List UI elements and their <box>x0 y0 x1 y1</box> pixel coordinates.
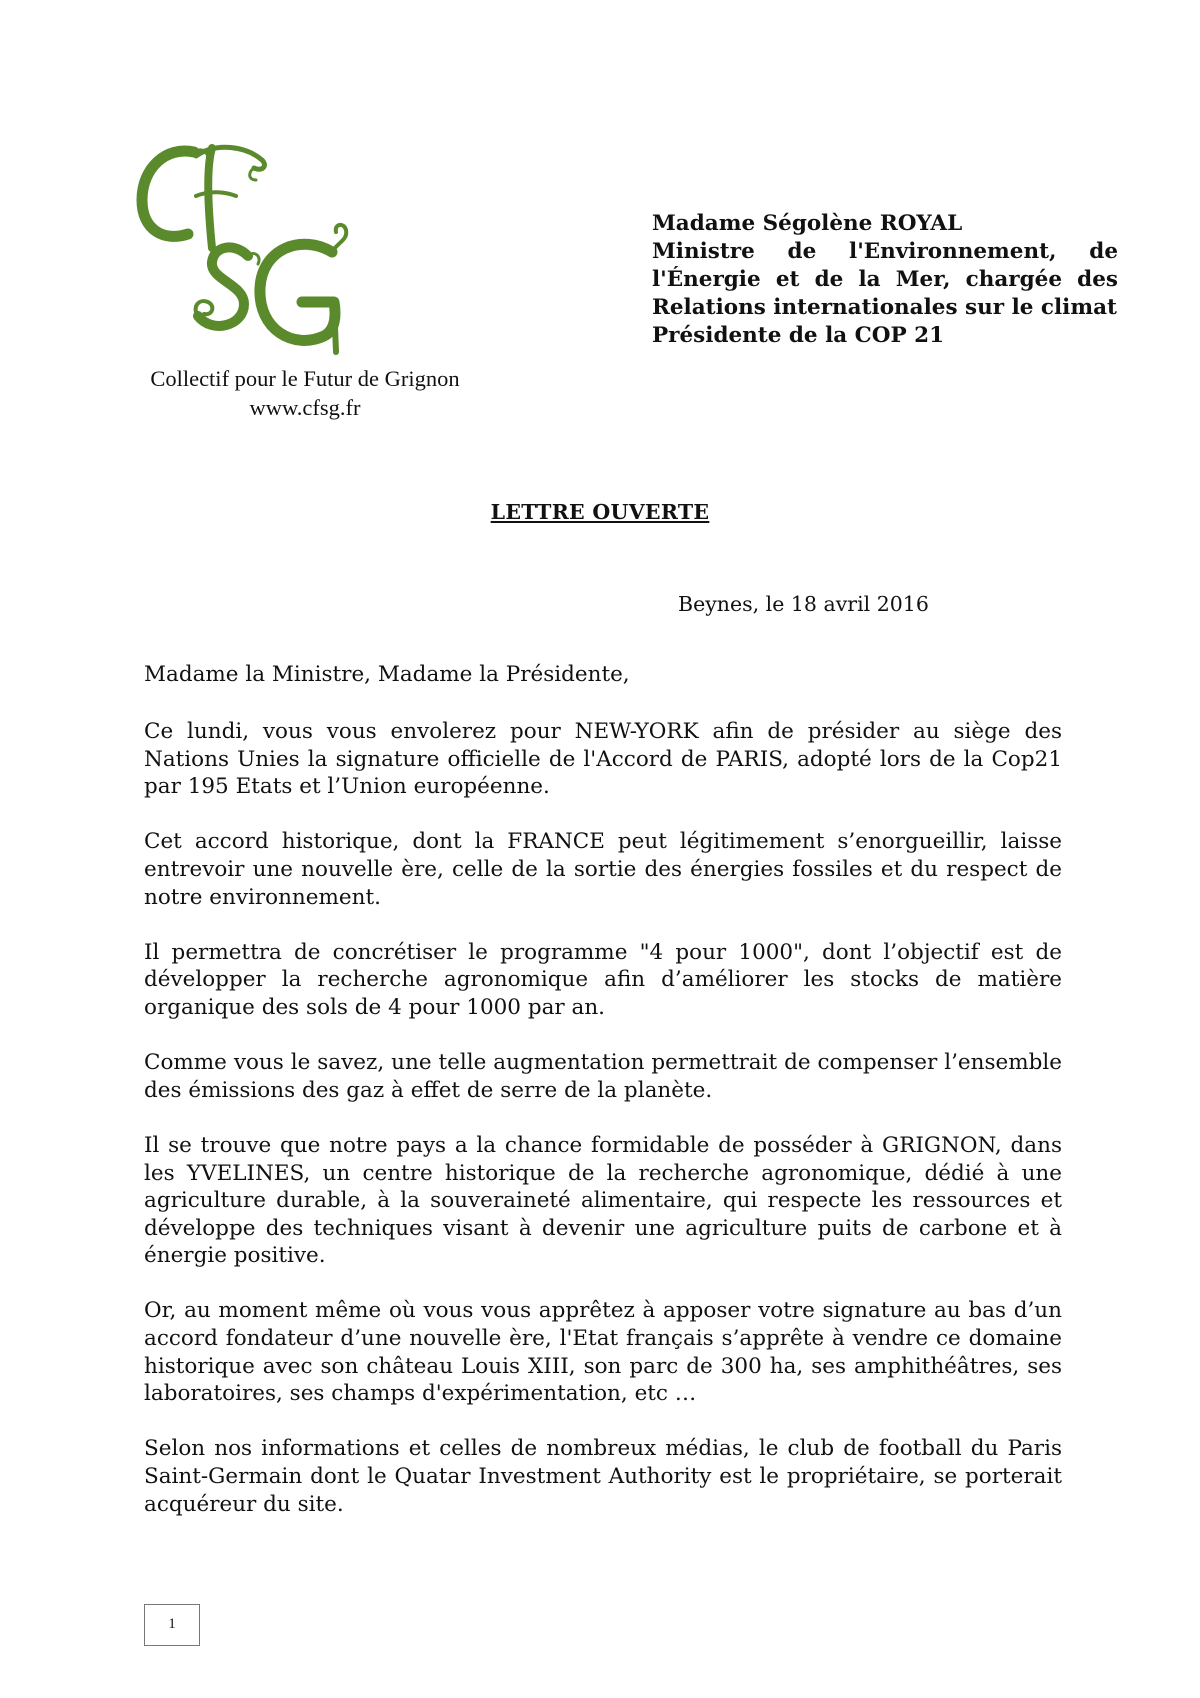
page-number: 1 <box>144 1604 200 1646</box>
paragraph-2: Cet accord historique, dont la FRANCE peut légitimement s’enorgueillir, laisse entrevoir une nouvelle ère, celle de la sortie des énergies fossiles et du respect de notre environnement. <box>144 829 1062 910</box>
letter-heading: LETTRE OUVERTE <box>490 500 710 524</box>
cfsg-logo <box>136 138 366 360</box>
dateline: Beynes, le 18 avril 2016 <box>678 592 929 616</box>
salutation: Madame la Ministre, Madame la Présidente, <box>144 662 630 687</box>
paragraph-7: Selon nos informations et celles de nombreux médias, le club de football du Paris Saint-Germain dont le Quatar Investment Authority est le propriétaire, se porterait acquéreur du site. <box>144 1436 1062 1517</box>
paragraph-3: Il permettra de concrétiser le programme "4 pour 1000", dont l’objectif est de développer la recherche agronomique afin d’améliorer les stocks de matière organique des sols de 4 pour 1000 par an. <box>144 939 1062 1020</box>
organization-website: www.cfsg.fr <box>249 395 361 420</box>
paragraph-4: Comme vous le savez, une telle augmentation permettrait de compenser l’ensemble des émissions des gaz à effet de serre de la planète. <box>144 1050 1062 1103</box>
logo-caption <box>130 364 480 422</box>
cfsg-monogram-icon <box>136 138 366 360</box>
paragraph-5: Il se trouve que notre pays a la chance formidable de posséder à GRIGNON, dans les YVELINES, un centre historique de la recherche agronomique, dédié à une agriculture durable, à la souveraineté alimentaire, qui respecte les ressources et développe des techniques visant à devenir une agriculture puits de carbone et à énergie positive. <box>144 1132 1062 1269</box>
recipient-title: Ministre de l'Environnement, de l'Énergie et de la Mer, chargée des Relations internationales sur le climat <box>652 239 1118 320</box>
recipient-role: Présidente de la COP 21 <box>652 323 945 348</box>
paragraph-6: Or, au moment même où vous vous apprêtez à apposer votre signature au bas d’un accord fondateur d’une nouvelle ère, l'Etat français s’apprête à vendre ce domaine historique avec son château Louis XIII, son parc de 300 ha, ses amphithéâtres, ses laboratoires, ses champs d'expérimentation, etc … <box>144 1298 1062 1407</box>
letter-body <box>144 718 1062 1546</box>
organization-name: Collectif pour le Futur de Grignon <box>150 366 460 391</box>
recipient-address <box>652 210 1118 350</box>
recipient-name: Madame Ségolène ROYAL <box>652 211 963 236</box>
paragraph-1: Ce lundi, vous vous envolerez pour NEW-YORK afin de présider au siège des Nations Unies la signature officielle de l'Accord de PARIS, adopté lors de la Cop21 par 195 Etats et l’Union européenne. <box>144 719 1062 800</box>
